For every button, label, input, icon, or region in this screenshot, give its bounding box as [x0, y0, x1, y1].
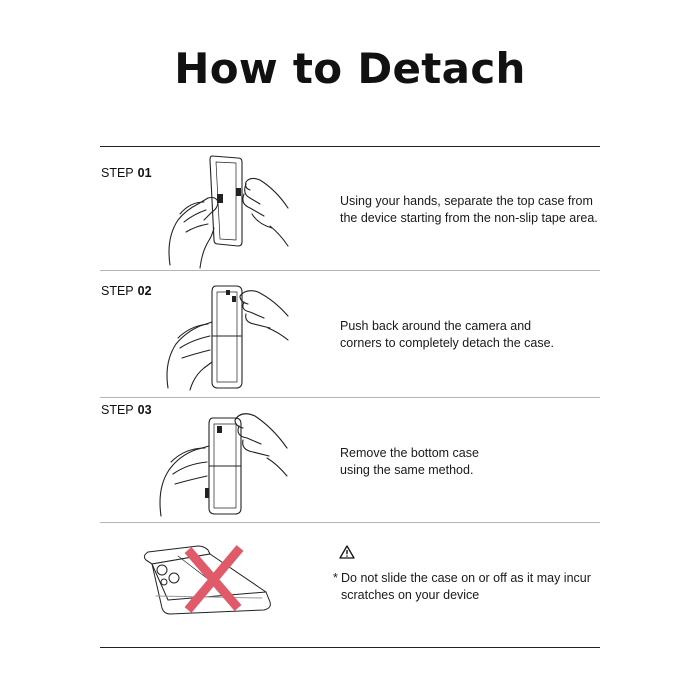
- step-03-illustration: [155, 400, 295, 520]
- step-word: STEP: [101, 284, 134, 298]
- step-01-illustration: [160, 150, 295, 270]
- warning-asterisk: *: [333, 571, 338, 585]
- step-word: STEP: [101, 403, 134, 417]
- step-03-line-2: using the same method.: [340, 463, 474, 477]
- warning-line-1: Do not slide the case on or off as it may incur: [341, 571, 591, 585]
- step-word: STEP: [101, 166, 134, 180]
- step-03-description: [340, 445, 479, 479]
- step-03-label: [101, 403, 152, 417]
- divider-1: [100, 270, 600, 271]
- bottom-rule: [100, 647, 600, 648]
- step-01-description: [340, 193, 598, 227]
- step-number: 02: [137, 284, 152, 298]
- step-02-line-1: Push back around the camera and: [340, 319, 532, 333]
- step-number: 01: [137, 166, 152, 180]
- step-01-label: [101, 166, 152, 180]
- divider-2: [100, 397, 600, 398]
- warning-note: [333, 570, 603, 604]
- step-01-line-2: the device starting from the non-slip tape area.: [340, 211, 598, 225]
- step-03-line-1: Remove the bottom case: [340, 446, 479, 460]
- top-rule: [100, 146, 600, 147]
- warning-triangle-icon: [339, 545, 355, 559]
- slide-warning-illustration: [138, 538, 278, 628]
- step-number: 03: [137, 403, 152, 417]
- step-02-line-2: corners to completely detach the case.: [340, 336, 555, 350]
- warning-line-2: scratches on your device: [341, 588, 480, 602]
- step-02-illustration: [160, 278, 295, 393]
- step-02-label: [101, 284, 152, 298]
- step-01-line-1: Using your hands, separate the top case from: [340, 194, 593, 208]
- divider-3: [100, 522, 600, 523]
- step-02-description: [340, 318, 554, 352]
- page-title: How to Detach: [174, 44, 526, 93]
